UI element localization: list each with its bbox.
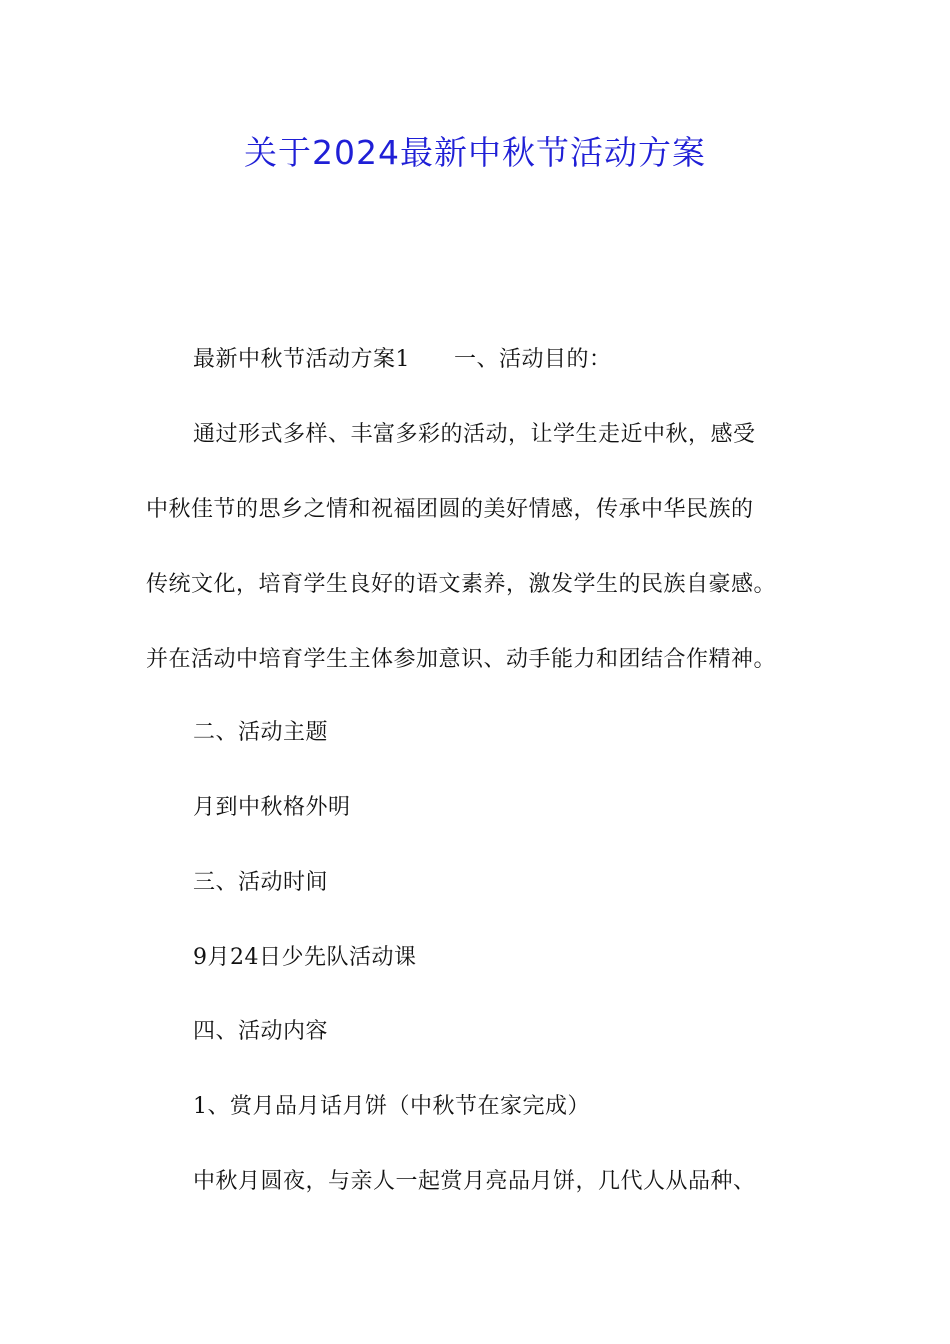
section1-heading: 一、活动目的： bbox=[454, 347, 612, 372]
section4-heading: 四、活动内容 bbox=[193, 1019, 329, 1044]
section3-heading: 三、活动时间 bbox=[193, 870, 329, 895]
section2-heading: 二、活动主题 bbox=[193, 720, 329, 745]
item1-line-1: 中秋月圆夜，与亲人一起赏月亮品月饼，几代人从品种、 bbox=[193, 1169, 756, 1194]
time-text: 9月24日少先队活动课 bbox=[193, 945, 417, 970]
purpose-line-3: 传统文化，培育学生良好的语文素养，激发学生的民族自豪感。 bbox=[146, 572, 777, 597]
intro-line bbox=[193, 344, 612, 376]
purpose-line-1: 通过形式多样、丰富多彩的活动，让学生走近中秋，感受 bbox=[193, 422, 756, 447]
purpose-line-4: 并在活动中培育学生主体参加意识、动手能力和团结合作精神。 bbox=[146, 647, 777, 672]
theme-text: 月到中秋格外明 bbox=[193, 795, 351, 820]
purpose-line-2: 中秋佳节的思乡之情和祝福团圆的美好情感，传承中华民族的 bbox=[146, 497, 754, 522]
plan-label: 最新中秋节活动方案1 bbox=[193, 347, 410, 372]
item1-heading: 1、赏月品月话月饼（中秋节在家完成） bbox=[193, 1094, 590, 1119]
document-title: 关于2024最新中秋节活动方案 bbox=[244, 133, 706, 172]
